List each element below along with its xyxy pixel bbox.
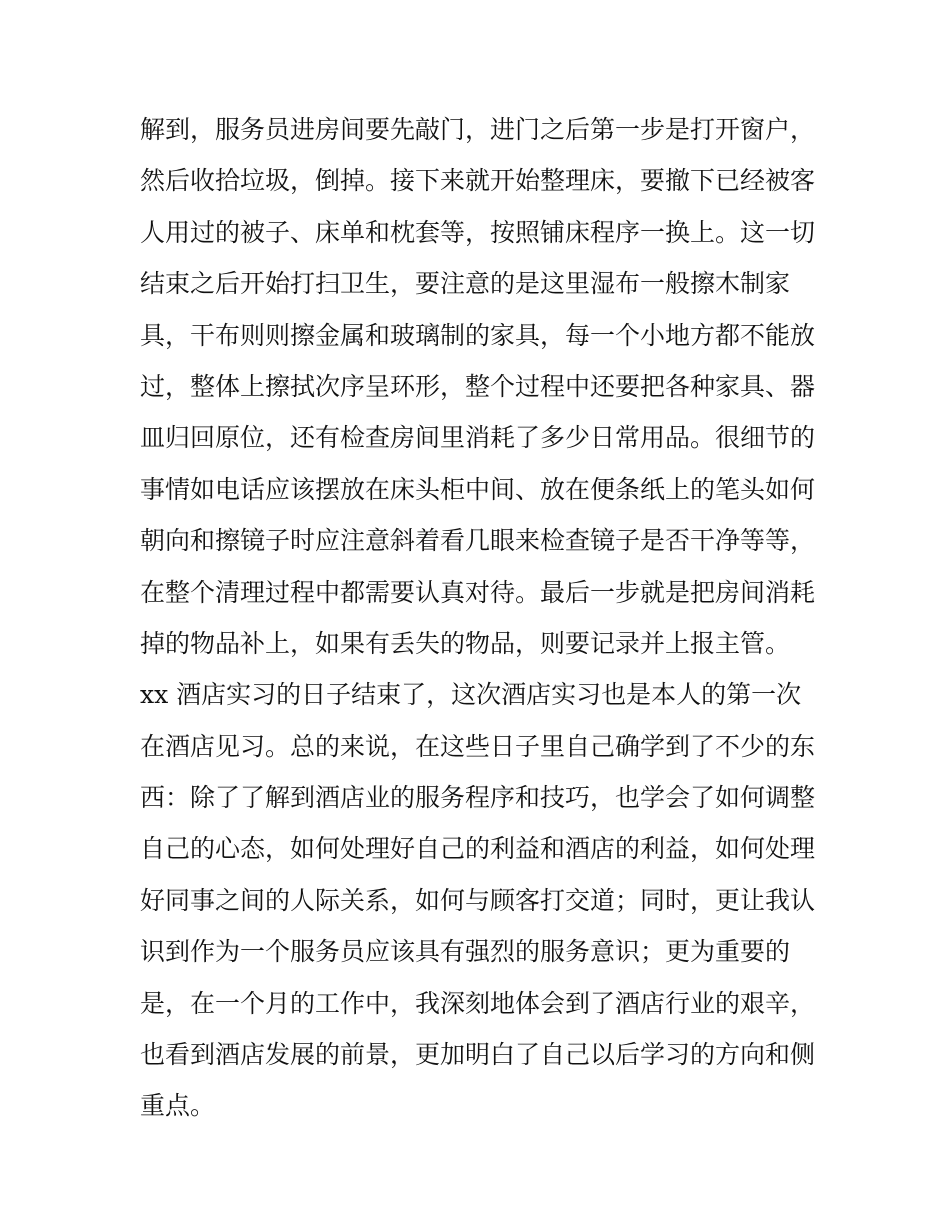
text-line: 掉的物品补上，如果有丢失的物品，则要记录并上报主管。: [140, 628, 791, 658]
text-line: 朝向和擦镜子时应注意斜着看几眼来检查镜子是否干净等等，: [140, 526, 816, 556]
text-line: 也看到酒店发展的前景，更加明白了自己以后学习的方向和侧: [140, 1040, 816, 1070]
text-line: 好同事之间的人际关系，如何与顾客打交道；同时，更让我认: [140, 885, 816, 915]
text-line: xx 酒店实习的日子结束了，这次酒店实习也是本人的第一次: [140, 680, 802, 710]
text-line: 是，在一个月的工作中，我深刻地体会到了酒店行业的艰辛，: [140, 988, 816, 1018]
text-line: 皿归回原位，还有检查房间里消耗了多少日常用品。很细节的: [140, 423, 816, 453]
text-line: 西：除了了解到酒店业的服务程序和技巧，也学会了如何调整: [140, 783, 816, 813]
text-line: 在酒店见习。总的来说，在这些日子里自己确学到了不少的东: [140, 731, 816, 761]
text-line: 事情如电话应该摆放在床头柜中间、放在便条纸上的笔头如何: [140, 474, 816, 504]
text-line: 过，整体上擦拭次序呈环形，整个过程中还要把各种家具、器: [140, 371, 816, 401]
text-line: 自己的心态，如何处理好自己的利益和酒店的利益，如何处理: [140, 834, 816, 864]
text-line: 人用过的被子、床单和枕套等，按照铺床程序一换上。这一切: [140, 217, 816, 247]
text-line: 重点。: [140, 1091, 216, 1121]
text-line: 解到，服务员进房间要先敲门，进门之后第一步是打开窗户，: [140, 115, 816, 144]
body-text: [140, 104, 830, 1132]
text-line: 然后收拾垃圾，倒掉。接下来就开始整理床，要撤下已经被客: [140, 166, 816, 196]
text-line: 结束之后开始打扫卫生，要注意的是这里湿布一般擦木制家: [140, 269, 791, 299]
text-line: 具，干布则则擦金属和玻璃制的家具，每一个小地方都不能放: [140, 320, 816, 350]
text-line: 识到作为一个服务员应该具有强烈的服务意识；更为重要的: [140, 937, 791, 967]
text-line: 在整个清理过程中都需要认真对待。最后一步就是把房间消耗: [140, 577, 816, 607]
